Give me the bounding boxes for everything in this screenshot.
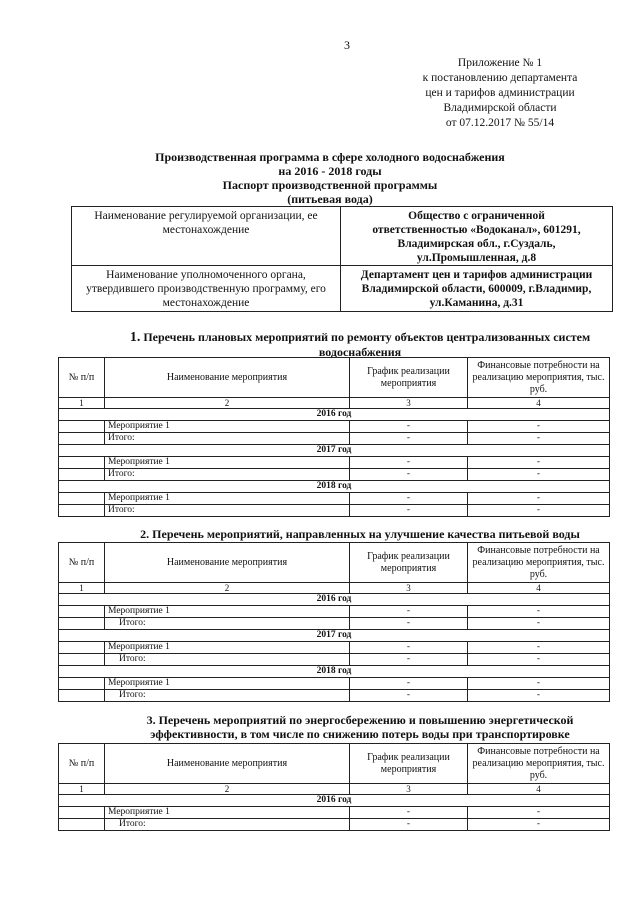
finance-cell: -	[468, 690, 610, 702]
schedule-cell: -	[350, 678, 468, 690]
col-number: 3	[350, 784, 468, 795]
event-name: Мероприятие 1	[105, 807, 350, 819]
col-header-name: Наименование мероприятия	[105, 543, 350, 583]
finance-cell: -	[468, 433, 610, 445]
table-row	[59, 642, 610, 654]
col-header-finance: Финансовые потребности на реализацию мероприятия, тыс. руб.	[468, 543, 610, 583]
finance-cell: -	[468, 642, 610, 654]
event-name: Мероприятие 1	[105, 606, 350, 618]
col-header-schedule: График реализации мероприятия	[350, 543, 468, 583]
table-row	[59, 678, 610, 690]
section-title-text: Перечень плановых мероприятий по ремонту объектов централизованных систем	[143, 330, 591, 344]
table-row	[59, 457, 610, 469]
schedule-cell: -	[350, 421, 468, 433]
table-row	[59, 421, 610, 433]
passport-label: Наименование регулируемой организации, ее местонахождение	[72, 207, 341, 266]
col-header-schedule: График реализации мероприятия	[350, 358, 468, 398]
col-header-name: Наименование мероприятия	[105, 744, 350, 784]
finance-cell: -	[468, 606, 610, 618]
col-header-num: № п/п	[59, 744, 105, 784]
schedule-cell: -	[350, 690, 468, 702]
finance-cell: -	[468, 678, 610, 690]
schedule-cell: -	[350, 606, 468, 618]
title-line: на 2016 - 2018 годы	[278, 164, 382, 178]
col-number: 4	[468, 784, 610, 795]
passport-label: Наименование уполномоченного органа, утвердившего производственную программу, его местонахождение	[72, 266, 341, 312]
col-number: 1	[59, 398, 105, 409]
finance-cell: -	[468, 807, 610, 819]
table-row	[59, 690, 610, 702]
col-header-schedule: График реализации мероприятия	[350, 744, 468, 784]
finance-cell: -	[468, 457, 610, 469]
appendix-line: цен и тарифов администрации	[425, 87, 575, 99]
title-line: Производственная программа в сфере холодного водоснабжения	[155, 150, 505, 164]
total-label: Итого:	[105, 505, 350, 517]
appendix-line: Приложение № 1	[457, 57, 543, 69]
schedule-cell: -	[350, 433, 468, 445]
passport-value: Общество с ограниченной ответственностью «Водоканал», 601291, Владимирская обл., г.Суздаль, ул.Промышленная, д.8	[341, 207, 613, 266]
year-row: 2016 год	[59, 594, 610, 606]
event-name: Мероприятие 1	[105, 642, 350, 654]
appendix-line: Владимирской области	[443, 102, 557, 114]
event-name: Мероприятие 1	[105, 421, 350, 433]
table-row	[59, 807, 610, 819]
col-header-num: № п/п	[59, 543, 105, 583]
finance-cell: -	[468, 469, 610, 481]
event-name: Мероприятие 1	[105, 493, 350, 505]
table-row	[59, 819, 610, 831]
schedule-cell: -	[350, 819, 468, 831]
schedule-cell: -	[350, 457, 468, 469]
total-label: Итого:	[105, 819, 350, 831]
total-label: Итого:	[105, 433, 350, 445]
event-name: Мероприятие 1	[105, 457, 350, 469]
col-number: 1	[59, 784, 105, 795]
section-number: 1.	[129, 330, 141, 345]
finance-cell: -	[468, 819, 610, 831]
schedule-cell: -	[350, 493, 468, 505]
col-number: 3	[350, 583, 468, 594]
total-label: Итого:	[105, 618, 350, 630]
section-1-title	[110, 330, 610, 359]
table-row	[59, 493, 610, 505]
year-row: 2018 год	[59, 481, 610, 493]
passport-value: Департамент цен и тарифов администрации Владимирской области, 600009, г.Владимир, ул.Каманина, д.31	[341, 266, 613, 312]
finance-cell: -	[468, 421, 610, 433]
schedule-cell: -	[350, 469, 468, 481]
appendix-note	[395, 56, 605, 131]
schedule-cell: -	[350, 618, 468, 630]
col-number: 1	[59, 583, 105, 594]
section-title-line	[110, 330, 610, 345]
col-number: 4	[468, 398, 610, 409]
schedule-cell: -	[350, 642, 468, 654]
col-header-finance: Финансовые потребности на реализацию мероприятия, тыс. руб.	[468, 358, 610, 398]
finance-cell: -	[468, 618, 610, 630]
col-number: 2	[105, 398, 350, 409]
table-row	[59, 618, 610, 630]
col-header-finance: Финансовые потребности на реализацию мероприятия, тыс. руб.	[468, 744, 610, 784]
col-header-num: № п/п	[59, 358, 105, 398]
total-label: Итого:	[105, 654, 350, 666]
schedule-cell: -	[350, 654, 468, 666]
total-label: Итого:	[105, 690, 350, 702]
table-row	[59, 654, 610, 666]
section-2-title: 2. Перечень мероприятий, направленных на улучшение качества питьевой воды	[140, 527, 580, 541]
section-title-line: эффективности, в том числе по снижению потерь воды при транспортировке	[150, 727, 570, 741]
col-number: 2	[105, 583, 350, 594]
event-name: Мероприятие 1	[105, 678, 350, 690]
title-line: (питьевая вода)	[287, 192, 373, 206]
section-title-line: водоснабжения	[318, 345, 402, 359]
col-number: 4	[468, 583, 610, 594]
table-section-3	[58, 743, 610, 831]
year-row: 2016 год	[59, 409, 610, 421]
year-row: 2017 год	[59, 630, 610, 642]
table-row	[59, 505, 610, 517]
finance-cell: -	[468, 493, 610, 505]
table-section-1	[58, 357, 610, 517]
finance-cell: -	[468, 505, 610, 517]
col-number: 2	[105, 784, 350, 795]
year-row: 2016 год	[59, 795, 610, 807]
table-section-2	[58, 542, 610, 702]
finance-cell: -	[468, 654, 610, 666]
year-row: 2017 год	[59, 445, 610, 457]
year-row: 2018 год	[59, 666, 610, 678]
program-title	[120, 150, 540, 206]
schedule-cell: -	[350, 807, 468, 819]
page-number: 3	[344, 38, 350, 52]
section-title-line: 3. Перечень мероприятий по энергосбережению и повышению энергетической	[146, 713, 574, 727]
col-number: 3	[350, 398, 468, 409]
col-header-name: Наименование мероприятия	[105, 358, 350, 398]
table-row	[59, 469, 610, 481]
section-3-title	[110, 713, 610, 741]
table-row	[59, 606, 610, 618]
passport-table	[71, 206, 613, 312]
title-line: Паспорт производственной программы	[222, 178, 438, 192]
total-label: Итого:	[105, 469, 350, 481]
schedule-cell: -	[350, 505, 468, 517]
table-row	[59, 433, 610, 445]
appendix-line: от 07.12.2017 № 55/14	[445, 117, 555, 129]
appendix-line: к постановлению департамента	[422, 72, 578, 84]
